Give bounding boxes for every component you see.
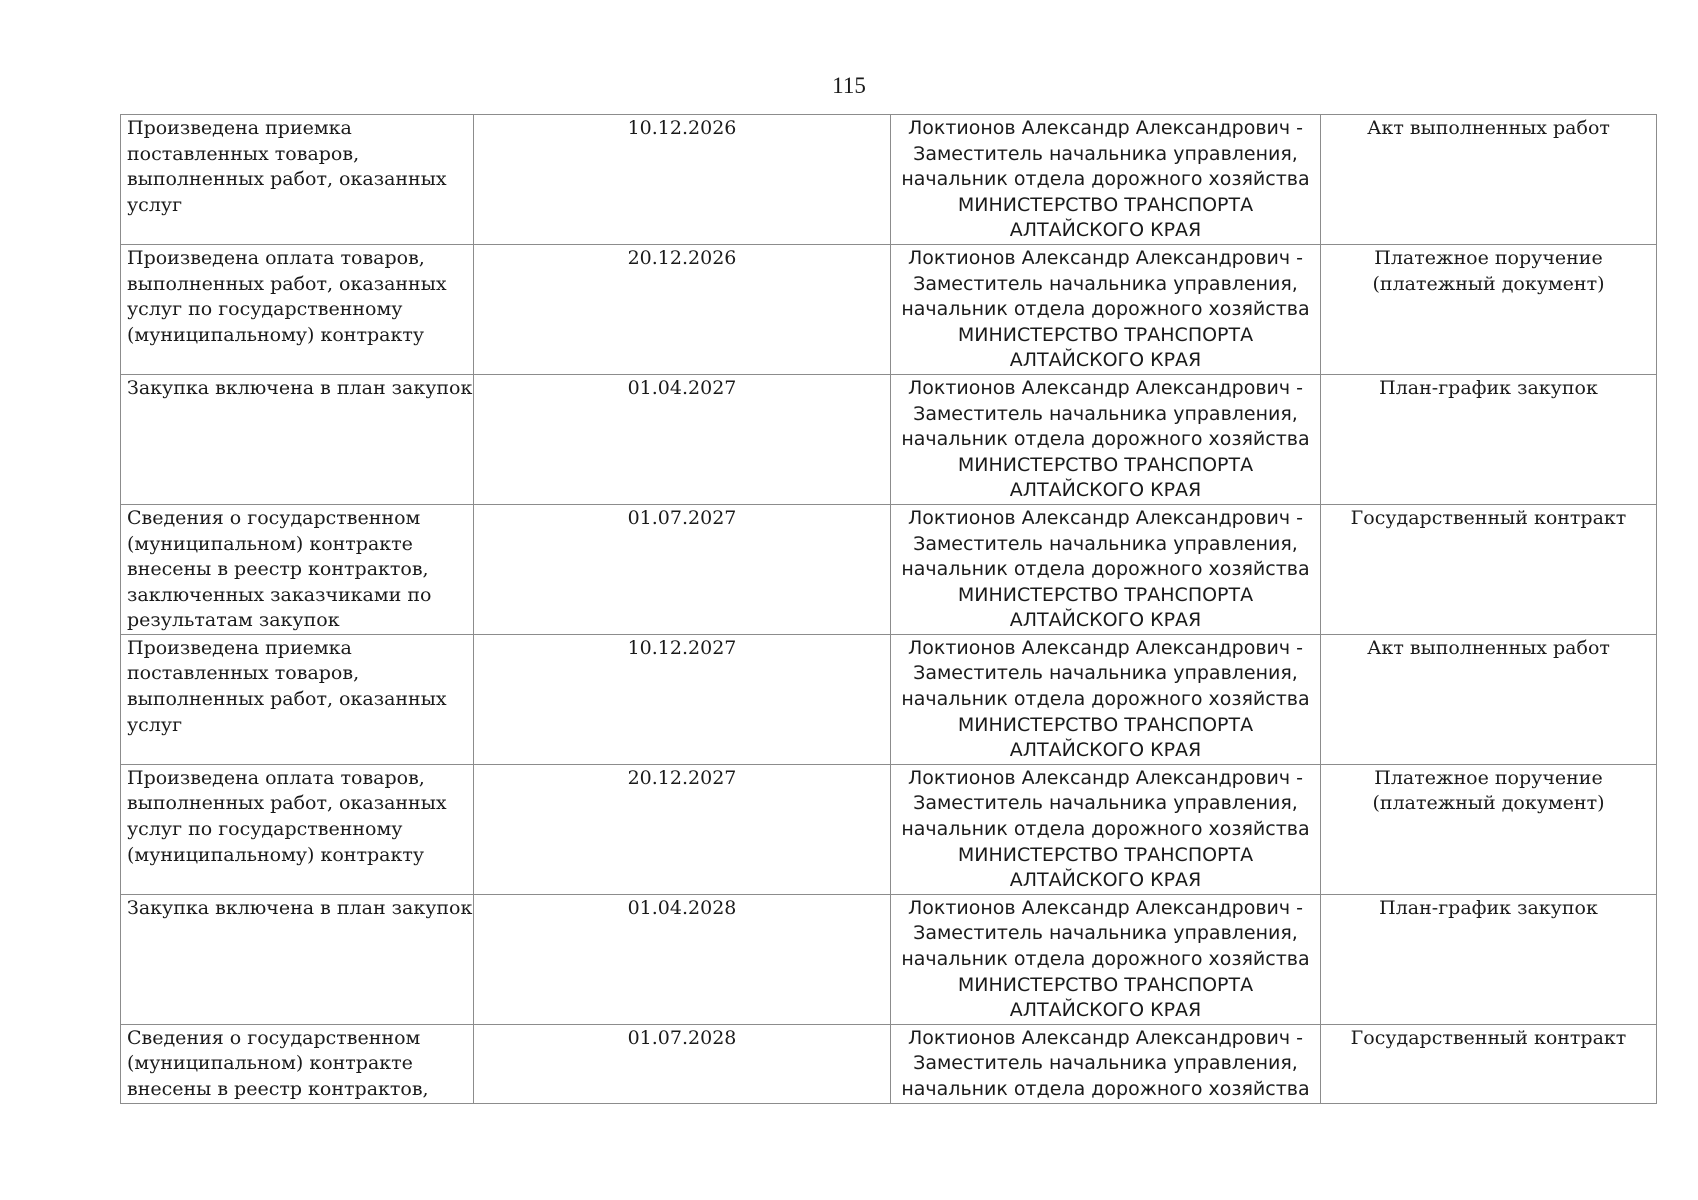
document-cell-line: Платежное поручение [1374,246,1603,269]
event-cell-line: заключенных заказчиками по [127,583,432,606]
date-cell [474,894,891,1024]
responsible-cell-line: Локтионов Александр Александрович - [907,636,1304,659]
responsible-cell-line: начальник отдела дорожного хозяйства [901,948,1310,970]
responsible-cell-line: АЛТАЙСКОГО КРАЯ [1009,349,1202,372]
event-cell-line: выполненных работ, оказанных [127,688,447,711]
table-row [121,764,1657,894]
document-cell-line: Акт выполненных работ [1367,117,1610,139]
responsible-cell-line: Локтионов Александр Александрович - [907,1026,1304,1049]
event-cell-line: услуг по государственному [127,298,403,321]
document-cell [1321,115,1657,245]
event-cell-line: Произведена приемка [127,636,352,659]
date-cell [474,244,891,374]
responsible-cell-line: МИНИСТЕРСТВО ТРАНСПОРТА [957,843,1254,866]
document-cell [1321,764,1657,894]
event-cell-line: услуг [127,193,183,216]
document-cell [1321,1024,1657,1103]
responsible-cell-line: Локтионов Александр Александрович - [907,117,1304,139]
responsible-cell-line: МИНИСТЕРСТВО ТРАНСПОРТА [957,973,1254,996]
responsible-cell-line: Заместитель начальника управления, [913,1052,1298,1075]
document-cell-line: План-график закупок [1379,896,1598,919]
event-cell [121,115,474,245]
event-cell-line: услуг [127,713,183,736]
responsible-cell-line: Локтионов Александр Александрович - [907,896,1304,919]
responsible-cell-line: Заместитель начальника управления, [913,792,1298,815]
date-cell-text: 01.04.2027 [627,376,737,399]
document-cell-line: Государственный контракт [1350,506,1627,529]
event-cell-line: результатам закупок [127,609,340,632]
event-cell-line: поставленных товаров, [127,142,360,165]
responsible-cell-line: Заместитель начальника управления, [913,662,1298,685]
responsible-cell-line: МИНИСТЕРСТВО ТРАНСПОРТА [957,713,1254,736]
event-cell-line: выполненных работ, оказанных [127,792,447,815]
responsible-cell [891,1024,1321,1103]
date-cell-text: 01.04.2028 [627,896,737,919]
event-cell-line: Сведения о государственном [127,506,421,529]
responsible-cell-line: начальник отдела дорожного хозяйства [901,1077,1310,1100]
document-cell [1321,894,1657,1024]
responsible-cell-line: МИНИСТЕРСТВО ТРАНСПОРТА [957,583,1254,606]
responsible-cell-line: Локтионов Александр Александрович - [907,246,1304,269]
responsible-cell [891,504,1321,634]
event-cell-line: Закупка включена в план закупок [127,896,473,919]
document-cell [1321,504,1657,634]
date-cell-text: 20.12.2026 [627,246,737,269]
table-row [121,115,1657,245]
responsible-cell-line: МИНИСТЕРСТВО ТРАНСПОРТА [957,193,1254,216]
event-cell-line: (муниципальному) контракту [127,323,425,346]
document-cell-line: Акт выполненных работ [1367,636,1610,659]
responsible-cell-line: Заместитель начальника управления, [913,532,1298,555]
responsible-cell-line: АЛТАЙСКОГО КРАЯ [1009,479,1202,502]
event-cell-line: внесены в реестр контрактов, [127,558,429,581]
responsible-cell [891,374,1321,504]
table-row [121,504,1657,634]
event-cell-line: Сведения о государственном [127,1026,421,1049]
event-cell-line: Закупка включена в план закупок [127,376,473,399]
event-cell-line: выполненных работ, оказанных [127,272,447,295]
responsible-cell-line: АЛТАЙСКОГО КРАЯ [1009,869,1202,892]
responsible-cell-line: Заместитель начальника управления, [913,142,1298,165]
responsible-cell-line: АЛТАЙСКОГО КРАЯ [1009,999,1202,1022]
responsible-cell-line: начальник отдела дорожного хозяйства [901,298,1310,321]
event-cell [121,1024,474,1103]
event-cell-line: (муниципальном) контракте [127,532,413,555]
document-cell-line: Государственный контракт [1350,1026,1627,1049]
responsible-cell [891,244,1321,374]
table-row [121,374,1657,504]
page-number: 115 [832,73,866,98]
responsible-cell-line: начальник отдела дорожного хозяйства [901,428,1310,451]
date-cell [474,764,891,894]
event-cell-line: поставленных товаров, [127,662,360,685]
date-cell-text: 10.12.2027 [627,636,737,659]
event-cell-line: внесены в реестр контрактов, [127,1077,429,1100]
responsible-cell-line: МИНИСТЕРСТВО ТРАНСПОРТА [957,323,1254,346]
responsible-cell-line: начальник отдела дорожного хозяйства [901,558,1310,581]
responsible-cell [891,764,1321,894]
date-cell-text: 01.07.2027 [627,506,737,529]
responsible-cell-line: начальник отдела дорожного хозяйства [901,168,1310,191]
date-cell-text: 01.07.2028 [627,1026,737,1049]
event-cell-line: Произведена оплата товаров, [127,246,425,269]
event-cell-line: услуг по государственному [127,818,403,841]
date-cell [474,374,891,504]
date-cell [474,634,891,764]
document-cell [1321,374,1657,504]
responsible-cell-line: начальник отдела дорожного хозяйства [901,818,1310,841]
event-cell-line: выполненных работ, оказанных [127,168,447,191]
event-cell-line: Произведена приемка [127,117,352,139]
responsible-cell-line: Заместитель начальника управления, [913,922,1298,945]
event-cell [121,374,474,504]
event-cell [121,634,474,764]
event-cell [121,504,474,634]
schedule-table-body [121,115,1657,1104]
document-cell [1321,634,1657,764]
responsible-cell-line: АЛТАЙСКОГО КРАЯ [1009,739,1202,762]
responsible-cell [891,115,1321,245]
responsible-cell-line: Заместитель начальника управления, [913,402,1298,425]
date-cell [474,1024,891,1103]
schedule-table [120,114,1657,1104]
date-cell-text: 10.12.2026 [627,117,737,139]
table-row [121,894,1657,1024]
responsible-cell-line: Локтионов Александр Александрович - [907,766,1304,789]
responsible-cell-line: Локтионов Александр Александрович - [907,376,1304,399]
event-cell [121,894,474,1024]
event-cell [121,764,474,894]
date-cell [474,504,891,634]
event-cell [121,244,474,374]
responsible-cell-line: Заместитель начальника управления, [913,272,1298,295]
document-cell [1321,244,1657,374]
event-cell-line: (муниципальному) контракту [127,843,425,866]
table-row [121,634,1657,764]
table-row [121,244,1657,374]
document-cell-line: (платежный документ) [1372,792,1605,815]
event-cell-line: (муниципальном) контракте [127,1052,413,1075]
responsible-cell-line: АЛТАЙСКОГО КРАЯ [1009,609,1202,632]
date-cell [474,115,891,245]
responsible-cell-line: МИНИСТЕРСТВО ТРАНСПОРТА [957,453,1254,476]
responsible-cell [891,894,1321,1024]
document-cell-line: (платежный документ) [1372,272,1605,295]
document-cell-line: Платежное поручение [1374,766,1603,789]
responsible-cell-line: Локтионов Александр Александрович - [907,506,1304,529]
responsible-cell-line: АЛТАЙСКОГО КРАЯ [1009,219,1202,242]
document-cell-line: План-график закупок [1379,376,1598,399]
date-cell-text: 20.12.2027 [627,766,737,789]
responsible-cell [891,634,1321,764]
table-row [121,1024,1657,1103]
event-cell-line: Произведена оплата товаров, [127,766,425,789]
responsible-cell-line: начальник отдела дорожного хозяйства [901,688,1310,711]
